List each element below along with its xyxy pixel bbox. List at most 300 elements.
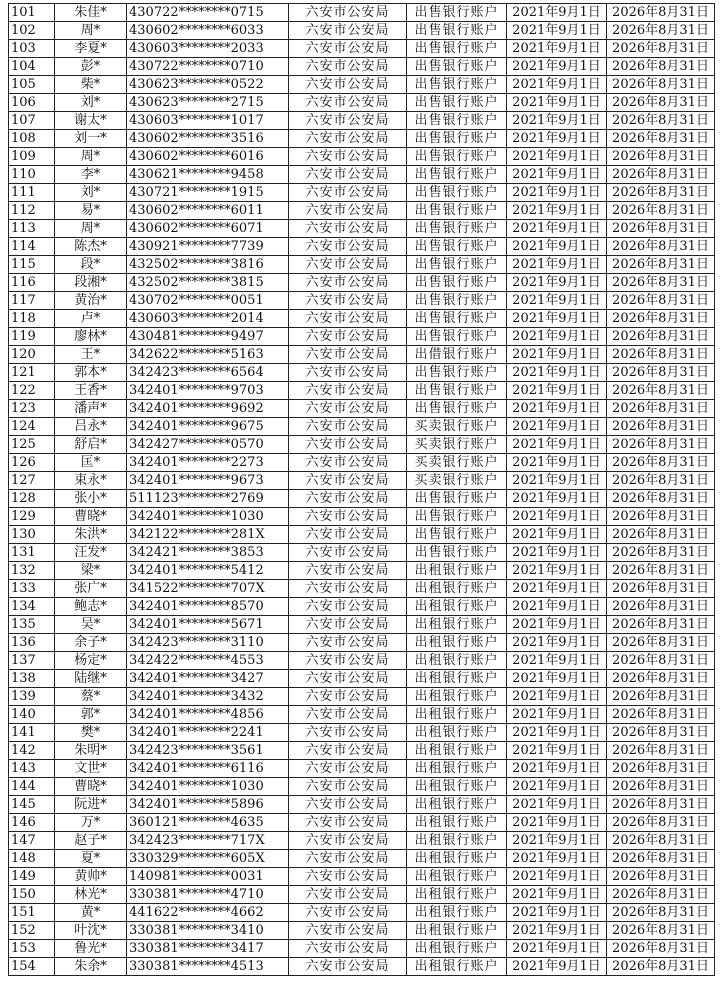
violation-type-cell: 出租银行账户 [407,562,507,580]
person-name-cell: 朱洪* [55,526,127,544]
person-name-cell: 张广* [55,580,127,598]
person-name-cell: 鲍志* [55,598,127,616]
row-number-cell: 112 [9,202,55,220]
id-number-cell: 430602********6071 [127,220,289,238]
row-number-cell: 135 [9,616,55,634]
end-date-cell: 2026年8月31日 [607,400,715,418]
issuing-authority-cell: 六安市公安局 [289,112,407,130]
end-date-cell: 2026年8月31日 [607,130,715,148]
issuing-authority-cell: 六安市公安局 [289,490,407,508]
person-name-cell: 陆继* [55,670,127,688]
id-number-cell: 430602********6011 [127,202,289,220]
issuing-authority-cell: 六安市公安局 [289,850,407,868]
start-date-cell: 2021年9月1日 [507,220,607,238]
row-number-cell: 124 [9,418,55,436]
table-row [9,490,715,508]
start-date-cell: 2021年9月1日 [507,364,607,382]
violation-type-cell: 出租银行账户 [407,616,507,634]
violation-type-cell: 买卖银行账户 [407,418,507,436]
end-date-cell: 2026年8月31日 [607,148,715,166]
violation-type-cell: 出售银行账户 [407,274,507,292]
row-number-cell: 110 [9,166,55,184]
person-name-cell: 周* [55,220,127,238]
person-name-cell: 陈杰* [55,238,127,256]
person-name-cell: 周* [55,22,127,40]
id-number-cell: 330381********3417 [127,940,289,958]
issuing-authority-cell: 六安市公安局 [289,400,407,418]
table-row [9,850,715,868]
issuing-authority-cell: 六安市公安局 [289,238,407,256]
row-number-cell: 120 [9,346,55,364]
end-date-cell: 2026年8月31日 [607,22,715,40]
person-name-cell: 梁* [55,562,127,580]
id-number-cell: 511123********2769 [127,490,289,508]
table-row [9,94,715,112]
end-date-cell: 2026年8月31日 [607,94,715,112]
table-row [9,922,715,940]
id-number-cell: 342421********3853 [127,544,289,562]
id-number-cell: 430621********9458 [127,166,289,184]
start-date-cell: 2021年9月1日 [507,922,607,940]
end-date-cell: 2026年8月31日 [607,778,715,796]
row-number-cell: 131 [9,544,55,562]
end-date-cell: 2026年8月31日 [607,328,715,346]
violation-type-cell: 出售银行账户 [407,4,507,22]
start-date-cell: 2021年9月1日 [507,472,607,490]
id-number-cell: 432502********3816 [127,256,289,274]
id-number-cell: 330381********4513 [127,958,289,976]
row-number-cell: 119 [9,328,55,346]
end-date-cell: 2026年8月31日 [607,922,715,940]
issuing-authority-cell: 六安市公安局 [289,346,407,364]
id-number-cell: 342401********9675 [127,418,289,436]
id-number-cell: 441622********4662 [127,904,289,922]
issuing-authority-cell: 六安市公安局 [289,58,407,76]
table-row [9,4,715,22]
start-date-cell: 2021年9月1日 [507,706,607,724]
person-name-cell: 曹晓* [55,778,127,796]
start-date-cell: 2021年9月1日 [507,508,607,526]
person-name-cell: 舒启* [55,436,127,454]
id-number-cell: 342401********9692 [127,400,289,418]
table-row [9,256,715,274]
issuing-authority-cell: 六安市公安局 [289,958,407,976]
id-number-cell: 342423********3561 [127,742,289,760]
start-date-cell: 2021年9月1日 [507,292,607,310]
issuing-authority-cell: 六安市公安局 [289,166,407,184]
violation-type-cell: 出售银行账户 [407,508,507,526]
issuing-authority-cell: 六安市公安局 [289,634,407,652]
person-name-cell: 曹晓* [55,508,127,526]
table-row [9,436,715,454]
end-date-cell: 2026年8月31日 [607,670,715,688]
issuing-authority-cell: 六安市公安局 [289,580,407,598]
id-number-cell: 342423********717X [127,832,289,850]
start-date-cell: 2021年9月1日 [507,184,607,202]
person-name-cell: 刘一* [55,130,127,148]
end-date-cell: 2026年8月31日 [607,40,715,58]
id-number-cell: 330381********3410 [127,922,289,940]
issuing-authority-cell: 六安市公安局 [289,382,407,400]
violation-type-cell: 出租银行账户 [407,958,507,976]
table-row [9,598,715,616]
table-row [9,508,715,526]
start-date-cell: 2021年9月1日 [507,616,607,634]
start-date-cell: 2021年9月1日 [507,904,607,922]
id-number-cell: 342401********6116 [127,760,289,778]
table-row [9,238,715,256]
person-name-cell: 张小* [55,490,127,508]
row-number-cell: 149 [9,868,55,886]
row-number-cell: 123 [9,400,55,418]
violation-type-cell: 出售银行账户 [407,490,507,508]
violation-type-cell: 出售银行账户 [407,22,507,40]
start-date-cell: 2021年9月1日 [507,760,607,778]
issuing-authority-cell: 六安市公安局 [289,616,407,634]
end-date-cell: 2026年8月31日 [607,868,715,886]
issuing-authority-cell: 六安市公安局 [289,670,407,688]
person-name-cell: 夏* [55,850,127,868]
issuing-authority-cell: 六安市公安局 [289,508,407,526]
table-row [9,634,715,652]
violation-type-cell: 出售银行账户 [407,382,507,400]
end-date-cell: 2026年8月31日 [607,310,715,328]
table-row [9,706,715,724]
end-date-cell: 2026年8月31日 [607,688,715,706]
row-number-cell: 103 [9,40,55,58]
violation-type-cell: 出租银行账户 [407,814,507,832]
row-number-cell: 137 [9,652,55,670]
end-date-cell: 2026年8月31日 [607,112,715,130]
id-number-cell: 342401********8570 [127,598,289,616]
table-row [9,958,715,976]
end-date-cell: 2026年8月31日 [607,256,715,274]
person-name-cell: 吴* [55,616,127,634]
end-date-cell: 2026年8月31日 [607,508,715,526]
start-date-cell: 2021年9月1日 [507,400,607,418]
person-name-cell: 樊* [55,724,127,742]
row-number-cell: 122 [9,382,55,400]
id-number-cell: 430602********6016 [127,148,289,166]
person-name-cell: 潘声* [55,400,127,418]
end-date-cell: 2026年8月31日 [607,652,715,670]
table-row [9,148,715,166]
end-date-cell: 2026年8月31日 [607,4,715,22]
issuing-authority-cell: 六安市公安局 [289,256,407,274]
row-number-cell: 106 [9,94,55,112]
row-number-cell: 146 [9,814,55,832]
id-number-cell: 430623********0522 [127,76,289,94]
start-date-cell: 2021年9月1日 [507,202,607,220]
row-number-cell: 118 [9,310,55,328]
id-number-cell: 342423********6564 [127,364,289,382]
person-name-cell: 余子* [55,634,127,652]
row-number-cell: 142 [9,742,55,760]
id-number-cell: 342422********4553 [127,652,289,670]
issuing-authority-cell: 六安市公安局 [289,814,407,832]
start-date-cell: 2021年9月1日 [507,166,607,184]
id-number-cell: 430481********9497 [127,328,289,346]
row-number-cell: 152 [9,922,55,940]
start-date-cell: 2021年9月1日 [507,634,607,652]
start-date-cell: 2021年9月1日 [507,328,607,346]
end-date-cell: 2026年8月31日 [607,58,715,76]
issuing-authority-cell: 六安市公安局 [289,40,407,58]
person-name-cell: 卢* [55,310,127,328]
table-row [9,418,715,436]
row-number-cell: 136 [9,634,55,652]
table-row [9,562,715,580]
row-number-cell: 151 [9,904,55,922]
id-number-cell: 342423********3110 [127,634,289,652]
issuing-authority-cell: 六安市公安局 [289,688,407,706]
row-number-cell: 111 [9,184,55,202]
row-number-cell: 141 [9,724,55,742]
person-name-cell: 黄* [55,904,127,922]
start-date-cell: 2021年9月1日 [507,310,607,328]
violation-type-cell: 买卖银行账户 [407,436,507,454]
violation-type-cell: 出租银行账户 [407,598,507,616]
start-date-cell: 2021年9月1日 [507,58,607,76]
person-name-cell: 段湘* [55,274,127,292]
record-table [8,3,715,976]
person-name-cell: 谢太* [55,112,127,130]
issuing-authority-cell: 六安市公安局 [289,418,407,436]
start-date-cell: 2021年9月1日 [507,868,607,886]
issuing-authority-cell: 六安市公安局 [289,274,407,292]
person-name-cell: 王香* [55,382,127,400]
row-number-cell: 125 [9,436,55,454]
row-number-cell: 154 [9,958,55,976]
person-name-cell: 蔡* [55,688,127,706]
table-row [9,652,715,670]
start-date-cell: 2021年9月1日 [507,670,607,688]
table-row [9,166,715,184]
table-row [9,904,715,922]
person-name-cell: 李* [55,166,127,184]
violation-type-cell: 出售银行账户 [407,94,507,112]
person-name-cell: 杨定* [55,652,127,670]
issuing-authority-cell: 六安市公安局 [289,778,407,796]
person-name-cell: 李夏* [55,40,127,58]
row-number-cell: 116 [9,274,55,292]
issuing-authority-cell: 六安市公安局 [289,796,407,814]
table-row [9,868,715,886]
end-date-cell: 2026年8月31日 [607,580,715,598]
table-row [9,112,715,130]
violation-type-cell: 出租银行账户 [407,742,507,760]
id-number-cell: 342401********1030 [127,508,289,526]
violation-type-cell: 出租银行账户 [407,778,507,796]
issuing-authority-cell: 六安市公安局 [289,472,407,490]
end-date-cell: 2026年8月31日 [607,562,715,580]
person-name-cell: 段* [55,256,127,274]
start-date-cell: 2021年9月1日 [507,94,607,112]
table-row [9,346,715,364]
row-number-cell: 133 [9,580,55,598]
issuing-authority-cell: 六安市公安局 [289,724,407,742]
table-row [9,76,715,94]
row-number-cell: 128 [9,490,55,508]
table-body [9,4,715,976]
table-row [9,220,715,238]
table-row [9,688,715,706]
person-name-cell: 叶沈* [55,922,127,940]
violation-type-cell: 出租银行账户 [407,706,507,724]
start-date-cell: 2021年9月1日 [507,148,607,166]
row-number-cell: 117 [9,292,55,310]
table-row [9,472,715,490]
end-date-cell: 2026年8月31日 [607,76,715,94]
table-row [9,886,715,904]
person-name-cell: 朱明* [55,742,127,760]
issuing-authority-cell: 六安市公安局 [289,292,407,310]
id-number-cell: 342401********3427 [127,670,289,688]
row-number-cell: 144 [9,778,55,796]
id-number-cell: 430603********2014 [127,310,289,328]
id-number-cell: 330329********605X [127,850,289,868]
row-number-cell: 121 [9,364,55,382]
person-name-cell: 鲁光* [55,940,127,958]
end-date-cell: 2026年8月31日 [607,220,715,238]
person-name-cell: 郭本* [55,364,127,382]
issuing-authority-cell: 六安市公安局 [289,22,407,40]
end-date-cell: 2026年8月31日 [607,724,715,742]
end-date-cell: 2026年8月31日 [607,346,715,364]
start-date-cell: 2021年9月1日 [507,22,607,40]
violation-type-cell: 出售银行账户 [407,400,507,418]
violation-type-cell: 出租银行账户 [407,940,507,958]
table-row [9,22,715,40]
violation-type-cell: 出租银行账户 [407,904,507,922]
person-name-cell: 王* [55,346,127,364]
person-name-cell: 吕永* [55,418,127,436]
violation-type-cell: 买卖银行账户 [407,454,507,472]
issuing-authority-cell: 六安市公安局 [289,4,407,22]
issuing-authority-cell: 六安市公安局 [289,544,407,562]
table-row [9,580,715,598]
id-number-cell: 140981********0031 [127,868,289,886]
row-number-cell: 108 [9,130,55,148]
start-date-cell: 2021年9月1日 [507,490,607,508]
end-date-cell: 2026年8月31日 [607,904,715,922]
issuing-authority-cell: 六安市公安局 [289,148,407,166]
violation-type-cell: 出租银行账户 [407,688,507,706]
issuing-authority-cell: 六安市公安局 [289,652,407,670]
table-row [9,184,715,202]
end-date-cell: 2026年8月31日 [607,634,715,652]
end-date-cell: 2026年8月31日 [607,760,715,778]
violation-type-cell: 出租银行账户 [407,724,507,742]
row-number-cell: 145 [9,796,55,814]
person-name-cell: 万* [55,814,127,832]
issuing-authority-cell: 六安市公安局 [289,364,407,382]
violation-type-cell: 出租银行账户 [407,886,507,904]
end-date-cell: 2026年8月31日 [607,796,715,814]
row-number-cell: 126 [9,454,55,472]
id-number-cell: 430921********7739 [127,238,289,256]
start-date-cell: 2021年9月1日 [507,382,607,400]
issuing-authority-cell: 六安市公安局 [289,526,407,544]
end-date-cell: 2026年8月31日 [607,454,715,472]
end-date-cell: 2026年8月31日 [607,616,715,634]
id-number-cell: 430623********2715 [127,94,289,112]
violation-type-cell: 出租银行账户 [407,796,507,814]
table-row [9,310,715,328]
table-row [9,364,715,382]
end-date-cell: 2026年8月31日 [607,364,715,382]
table-row [9,796,715,814]
table-row [9,40,715,58]
end-date-cell: 2026年8月31日 [607,184,715,202]
table-row [9,382,715,400]
id-number-cell: 342401********5412 [127,562,289,580]
id-number-cell: 430602********6033 [127,22,289,40]
issuing-authority-cell: 六安市公安局 [289,310,407,328]
row-number-cell: 143 [9,760,55,778]
person-name-cell: 文世* [55,760,127,778]
end-date-cell: 2026年8月31日 [607,850,715,868]
row-number-cell: 114 [9,238,55,256]
violation-type-cell: 出售银行账户 [407,256,507,274]
violation-type-cell: 出租银行账户 [407,760,507,778]
person-name-cell: 易* [55,202,127,220]
violation-type-cell: 出售银行账户 [407,76,507,94]
table-row [9,616,715,634]
issuing-authority-cell: 六安市公安局 [289,886,407,904]
id-number-cell: 342401********9673 [127,472,289,490]
issuing-authority-cell: 六安市公安局 [289,940,407,958]
violation-type-cell: 出售银行账户 [407,292,507,310]
table-row [9,58,715,76]
table-row [9,526,715,544]
id-number-cell: 430722********0715 [127,4,289,22]
person-name-cell: 朱余* [55,958,127,976]
id-number-cell: 342401********3432 [127,688,289,706]
issuing-authority-cell: 六安市公安局 [289,562,407,580]
violation-type-cell: 出售银行账户 [407,184,507,202]
end-date-cell: 2026年8月31日 [607,472,715,490]
violation-type-cell: 出售银行账户 [407,148,507,166]
issuing-authority-cell: 六安市公安局 [289,436,407,454]
start-date-cell: 2021年9月1日 [507,724,607,742]
violation-type-cell: 出租银行账户 [407,652,507,670]
violation-type-cell: 出租银行账户 [407,868,507,886]
violation-type-cell: 出售银行账户 [407,526,507,544]
start-date-cell: 2021年9月1日 [507,4,607,22]
issuing-authority-cell: 六安市公安局 [289,94,407,112]
violation-type-cell: 出借银行账户 [407,346,507,364]
end-date-cell: 2026年8月31日 [607,742,715,760]
end-date-cell: 2026年8月31日 [607,166,715,184]
end-date-cell: 2026年8月31日 [607,202,715,220]
violation-type-cell: 出售银行账户 [407,544,507,562]
start-date-cell: 2021年9月1日 [507,544,607,562]
person-name-cell: 郭* [55,706,127,724]
table-row [9,724,715,742]
row-number-cell: 115 [9,256,55,274]
start-date-cell: 2021年9月1日 [507,778,607,796]
row-number-cell: 127 [9,472,55,490]
table-row [9,760,715,778]
id-number-cell: 430722********0710 [127,58,289,76]
start-date-cell: 2021年9月1日 [507,940,607,958]
issuing-authority-cell: 六安市公安局 [289,904,407,922]
row-number-cell: 113 [9,220,55,238]
row-number-cell: 105 [9,76,55,94]
id-number-cell: 430603********1017 [127,112,289,130]
person-name-cell: 匡* [55,454,127,472]
